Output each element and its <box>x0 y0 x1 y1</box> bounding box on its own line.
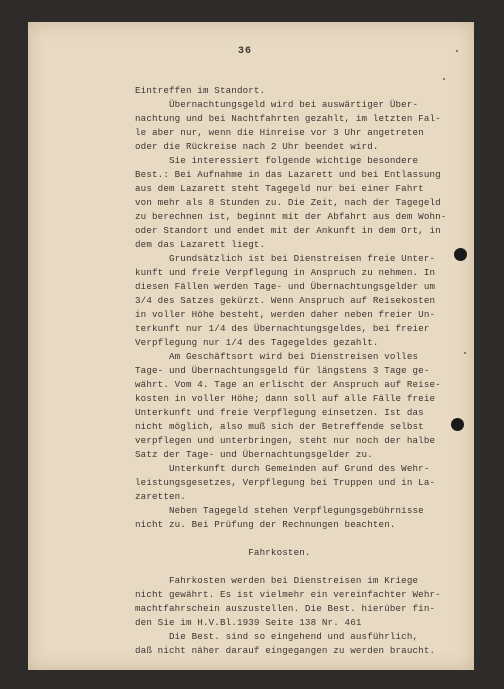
blank-line <box>135 560 475 574</box>
text-line: zaretten. <box>135 491 186 502</box>
text-line: währt. Vom 4. Tage an erlischt der Anspruch auf Reise- <box>135 379 441 390</box>
text-line: Neben Tagegeld stehen Verpflegungsgebührnisse <box>135 505 424 516</box>
text-line: Am Geschäftsort wird bei Dienstreisen volles <box>135 351 419 362</box>
text-line: machtfahrschein auszustellen. Die Best. hierüber fin- <box>135 603 436 614</box>
text-line: dem das Lazarett liegt. <box>135 239 266 250</box>
text-line: nicht zu. Bei Prüfung der Rechnungen beachten. <box>135 519 396 530</box>
text-line: zu berechnen ist, beginnt mit der Abfahrt aus dem Wohn- <box>135 211 447 222</box>
text-line: Tage- und Übernachtungsgeld für längstens 3 Tage ge- <box>135 365 430 376</box>
text-line: nicht gewährt. Es ist vielmehr ein vereinfachter Wehr- <box>135 589 441 600</box>
text-line: daß nicht näher darauf eingegangen zu werden braucht. <box>135 645 436 656</box>
document-page <box>28 22 474 670</box>
paper-speck <box>456 50 458 52</box>
text-line: terkunft nur 1/4 des Übernachtungsgeldes, bei freier <box>135 323 430 334</box>
text-line: von mehr als 8 Stunden zu. Die Zeit, nach der Tagegeld <box>135 197 441 208</box>
section-heading: Fahrkosten. <box>135 547 311 558</box>
text-line: oder die Rückreise nach 2 Uhr beendet wird. <box>135 141 379 152</box>
text-line: in voller Höhe besteht, werden daher neben freier Un- <box>135 309 436 320</box>
text-line: diesen Fällen werden Tage- und Übernachtungsgelder um <box>135 281 436 292</box>
text-line: Fahrkosten werden bei Dienstreisen im Kriege <box>135 575 419 586</box>
text-line: nicht möglich, also muß sich der Betreffende selbst <box>135 421 424 432</box>
text-line: den Sie im H.V.Bl.1939 Seite 138 Nr. 461 <box>135 617 362 628</box>
blank-line <box>135 532 475 546</box>
text-line: Best.: Bei Aufnahme in das Lazarett und bei Entlassung <box>135 169 441 180</box>
text-line: Verpflegung nur 1/4 des Tagegeldes gezahlt. <box>135 337 379 348</box>
text-line: le aber nur, wenn die Hinreise vor 3 Uhr angetreten <box>135 127 424 138</box>
body-text <box>135 84 475 658</box>
page-number: 36 <box>238 46 253 57</box>
text-line: aus dem Lazarett steht Tagegeld nur bei einer Fahrt <box>135 183 424 194</box>
text-line: nachtung und bei Nachtfahrten gezahlt, im letzten Fal- <box>135 113 441 124</box>
text-line: leistungsgesetzes, Verpflegung bei Truppen und in La- <box>135 477 436 488</box>
text-line: Grundsätzlich ist bei Dienstreisen freie Unter- <box>135 253 436 264</box>
text-line: kosten in voller Höhe; dann soll auf alle Fälle freie <box>135 393 436 404</box>
text-line: Unterkunft und freie Verpflegung einsetzen. Ist das <box>135 407 424 418</box>
text-line: 3/4 des Satzes gekürzt. Wenn Anspruch auf Reisekosten <box>135 295 436 306</box>
text-line: kunft und freie Verpflegung in Anspruch zu nehmen. In <box>135 267 436 278</box>
text-line: Die Best. sind so eingehend und ausführlich, <box>135 631 419 642</box>
text-line: Übernachtungsgeld wird bei auswärtiger Über- <box>135 99 419 110</box>
text-line: verpflegen und unterbringen, steht nur noch der halbe <box>135 435 436 446</box>
text-line: oder Standort und endet mit der Ankunft in dem Ort, in <box>135 225 441 236</box>
paper-speck <box>443 78 445 80</box>
text-line: Eintreffen im Standort. <box>135 85 266 96</box>
text-line: Satz der Tage- und Übernachtungsgelder zu. <box>135 449 373 460</box>
text-line: Unterkunft durch Gemeinden auf Grund des Wehr- <box>135 463 430 474</box>
punch-hole-icon <box>451 418 464 431</box>
punch-hole-icon <box>454 248 467 261</box>
text-line: Sie interessiert folgende wichtige besondere <box>135 155 419 166</box>
paper-speck <box>464 352 466 354</box>
